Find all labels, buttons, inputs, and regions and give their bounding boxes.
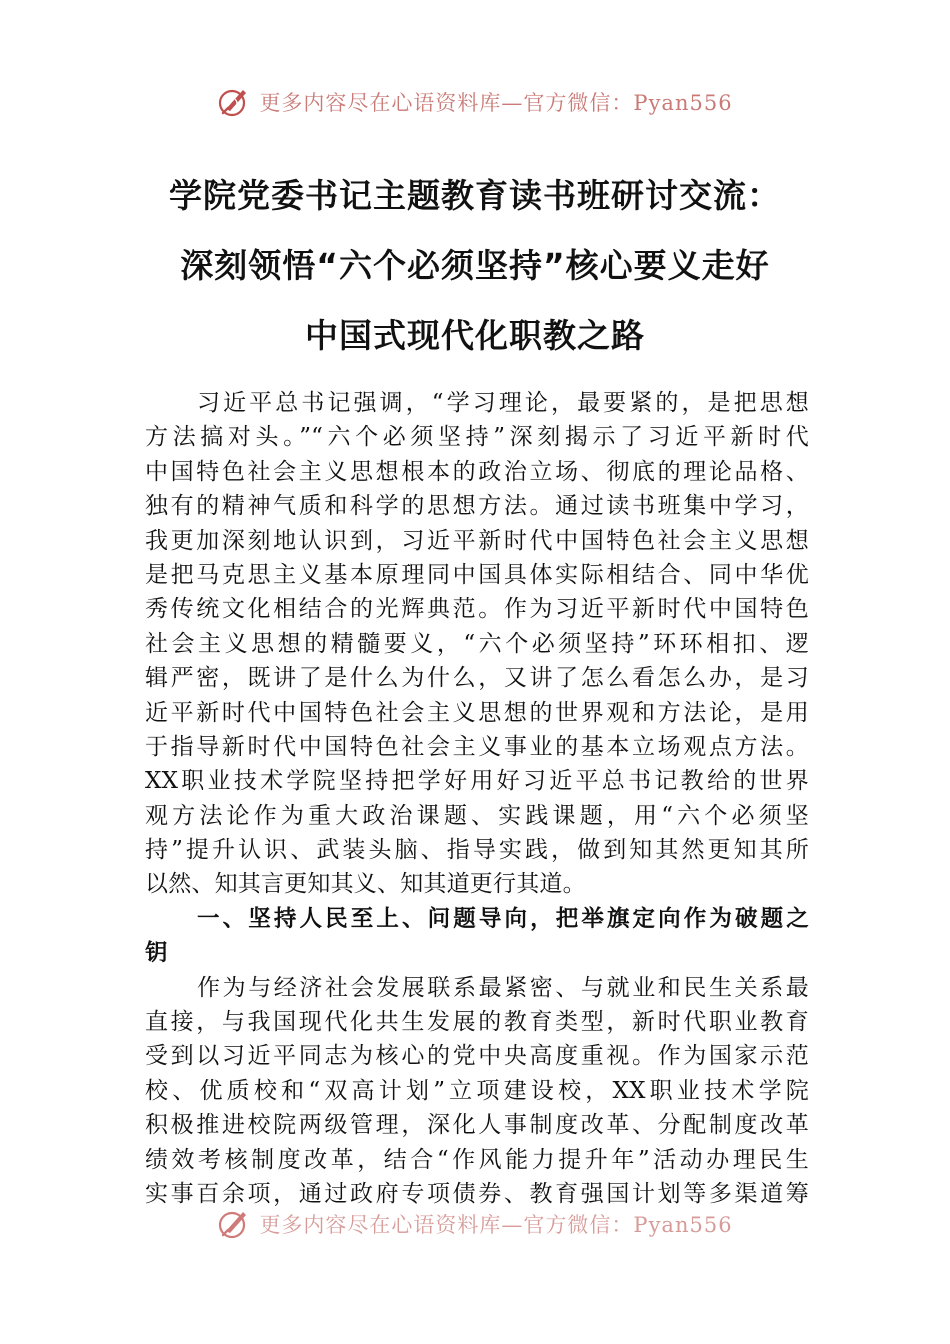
body-text-line: 以然、知其言更知其义、知其道更行其道。 [145, 871, 586, 898]
body-text-line: 观方法论作为重大政治课题、实践课题，用“六个必须坚 [145, 802, 809, 829]
body-text-line: 直接，与我国现代化共生发展的教育类型，新时代职业教育 [145, 1009, 809, 1036]
body-text-line: 积极推进校院两级管理，深化人事制度改革、分配制度改革 [145, 1112, 809, 1139]
watermark-text: 更多内容尽在心语资料库—官方微信：Pyan556 [259, 1213, 733, 1237]
section-heading-line: 一、坚持人民至上、问题导向，把举旗定向作为破题之 [197, 905, 809, 932]
body-text-line: 习近平总书记强调，“学习理论，最要紧的，是把思想 [197, 390, 809, 416]
watermark-header [0, 82, 950, 122]
body-text-line: 校、优质校和“双高计划”立项建设校，XX职业技术学院 [145, 1077, 809, 1104]
body-text-line: 方法搞对头。”“六个必须坚持”深刻揭示了习近平新时代 [145, 424, 809, 451]
watermark-footer [0, 1204, 950, 1244]
title-line-1: 学院党委书记主题教育读书班研讨交流： [169, 176, 781, 215]
section-heading-line: 钥 [145, 940, 168, 967]
body-text-line: 我更加深刻地认识到，习近平新时代中国特色社会主义思想 [145, 527, 809, 554]
body-text-line: 独有的精神气质和科学的思想方法。通过读书班集中学习， [145, 493, 809, 520]
document-body [145, 386, 809, 1211]
body-text-line: 于指导新时代中国特色社会主义事业的基本立场观点方法。 [145, 733, 809, 760]
body-text-line: 秀传统文化相结合的光辉典范。作为习近平新时代中国特色 [145, 596, 809, 623]
quill-pen-logo-icon [217, 1207, 251, 1241]
title-line-2: 深刻领悟“六个必须坚持”核心要义走好 [180, 246, 770, 285]
body-text-line: 近平新时代中国特色社会主义思想的世界观和方法论，是用 [145, 699, 809, 726]
body-text-line: XX职业技术学院坚持把学好用好习近平总书记教给的世界 [145, 768, 809, 795]
body-text-line: 实事百余项，通过政府专项债券、教育强国计划等多渠道筹 [145, 1180, 809, 1207]
title-line-3: 中国式现代化职教之路 [305, 316, 645, 355]
body-text-line: 受到以习近平同志为核心的党中央高度重视。作为国家示范 [145, 1043, 809, 1070]
watermark-text: 更多内容尽在心语资料库—官方微信：Pyan556 [259, 91, 733, 115]
body-text-line: 持”提升认识、武装头脑、指导实践，做到知其然更知其所 [145, 837, 809, 864]
body-text-line: 是把马克思主义基本原理同中国具体实际相结合、同中华优 [145, 561, 809, 588]
body-text-line: 绩效考核制度改革，结合“作风能力提升年”活动办理民生 [145, 1146, 809, 1173]
quill-pen-logo-icon [217, 85, 251, 119]
body-text-line: 作为与经济社会发展联系最紧密、与就业和民生关系最 [197, 974, 809, 1001]
body-text-line: 中国特色社会主义思想根本的政治立场、彻底的理论品格、 [145, 458, 809, 485]
body-text-line: 辑严密，既讲了是什么为什么，又讲了怎么看怎么办，是习 [145, 665, 809, 692]
body-text-line: 社会主义思想的精髓要义，“六个必须坚持”环环相扣、逻 [145, 630, 809, 657]
